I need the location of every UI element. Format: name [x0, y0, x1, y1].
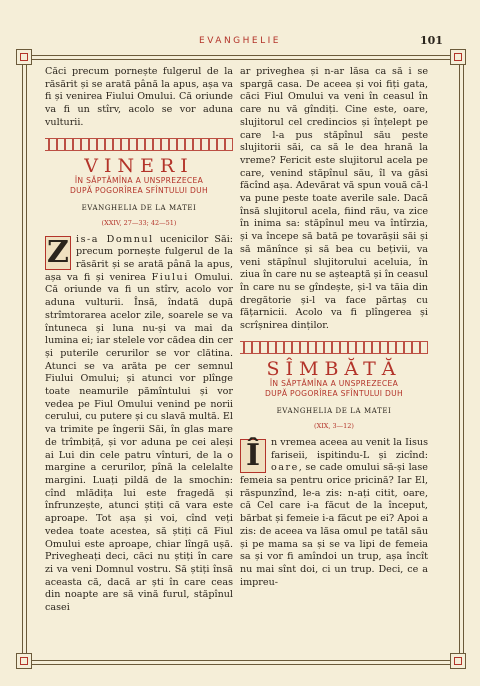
text-segment: Omului. Că oriunde va fi un stîrv, acolo vor aduna vulturii. Însă, îndată după strîmtorarea acelor zile, soarele se va întuneca și luna nu-și va mai da lumina ei; iar stelele vor cădea din cer și puterile cerurilor se vor clătina. Atunci se va arăta pe cer semnul Fiului Omului; și atunci vor plînge toate neamurile pămîntului și vor vedea pe Fiul Omului venind pe norii cerului, cu putere și cu slavă multă. El va trimite pe îngerii Săi, în glas mare de trîmbiță, și vor aduna pe cei aleși ai Lui din cele patru vînturi, de la o margine a cerurilor, pînă la celelalte margini. Luați pildă de la smochin: cînd mlădița lui este fragedă și înfrunzește, atunci știți că vara este aproape. Tot așa și voi, cînd veți vedea toate acestea, să știți că Fiul Omului este aproape, chiar lîngă ușă. Privegheați deci, căci nu știți în care zi va veni Domnul vostru. Să știți însă aceasta că, dacă ar ști în care ceas din noapte are să vină furul, stăpînul casei — [45, 271, 233, 614]
section-title: VINERI — [84, 154, 194, 177]
section-subtitle: DUPĂ POGORÎREA SFÎNTULUI DUH — [264, 389, 404, 399]
intro-paragraph: Căci precum pornește fulgerul de la răsărit și se arată până la apus, așa va fi și venirea Fiului Omului. Că oriunde va fi un stîrv, acolo se vor aduna vulturii. — [45, 66, 233, 128]
page-number: 101 — [420, 34, 443, 47]
corner-ornament — [16, 653, 32, 669]
ornamental-divider — [240, 341, 428, 354]
left-column — [45, 66, 233, 615]
scripture-reference: (XXIV, 27—33; 42—51) — [101, 218, 177, 227]
right-column — [240, 66, 428, 589]
continuation-paragraph: ar priveghea și n-ar lăsa ca să i se spargă casa. De aceea și voi fiți gata, căci Fiul Omului va veni în ceasul în care nu vă gîndiți. Cine este, oare, slujitorul cel credincios și înțelept pe care l-a pus stăpînul său peste slujitorii săi, ca să le dea hrană la vreme? Fericit este slujitorul acela pe care, venind stăpînul său, îl va găsi făcînd așa. Adevărat vă spun vouă că-l va pune peste toate averile sale. Dacă însă slujitorul acela, fiind rău, va zice în inima sa: stăpînul meu va întîrzia, și va începe să bată pe tovarășii săi și să mănînce și să bea cu bețivii, va veni stăpînul slujitorului aceluia, în ziua în care nu se așteaptă și în ceasul în care nu se gîndește, și-l va tăia din dregătorie și-l va face părtaș cu fățarnicii. Acolo va fi plîngerea și scrîșnirea dinților. — [240, 66, 428, 332]
spaced-word: Fiului — [151, 271, 189, 283]
corner-ornament — [16, 49, 32, 65]
section-subtitle: ÎN SĂPTĂMÎNA A UNSPREZECEA — [74, 176, 204, 186]
drop-cap-initial: Î — [240, 439, 266, 473]
text-segment: , se cade omului să-și lase femeia sa pentru orice pricină? Iar El, răspunzînd, le-a zis: n-ați citit, oare, că Cel care i-a făcut de la început, bărbat și femeie i-a făcut pe ei? Apoi a zis: de aceea va lăsa omul pe tatăl său și pe mama sa și se va lipi de femeia sa și vor fi amîndoi un trup, așa încît nu mai sînt doi, ci un trup. Deci, ce a impreu- — [240, 462, 428, 588]
gospel-text — [45, 234, 233, 615]
text-segment: n vremea aceea au venit la Iisus fariseii, ispitindu-L și zicînd: — [271, 436, 428, 461]
gospel-text — [240, 437, 428, 589]
ornamental-divider — [45, 138, 233, 151]
corner-ornament — [450, 653, 466, 669]
gospel-heading: EVANGHELIA DE LA MATEI — [276, 407, 392, 416]
text-segment: ucenicilor Săi: precum pornește fulgerul de la răsărit și se arată până la apus, așa va fi și venirea — [45, 233, 233, 283]
drop-cap-initial: Z — [45, 236, 71, 270]
spaced-word: oare — [271, 462, 299, 474]
gospel-heading: EVANGHELIA DE LA MATEI — [81, 204, 197, 213]
opening-words: is-a Domnul — [76, 233, 154, 245]
section-subtitle: ÎN SĂPTĂMÎNA A UNSPREZECEA — [269, 379, 399, 389]
section-subtitle: DUPĂ POGORÎREA SFÎNTULUI DUH — [69, 186, 209, 196]
scripture-reference: (XIX, 3—12) — [314, 422, 354, 431]
section-title: SÎMBĂTĂ — [266, 357, 402, 380]
corner-ornament — [450, 49, 466, 65]
running-head: EVANGHELIE — [199, 36, 281, 46]
